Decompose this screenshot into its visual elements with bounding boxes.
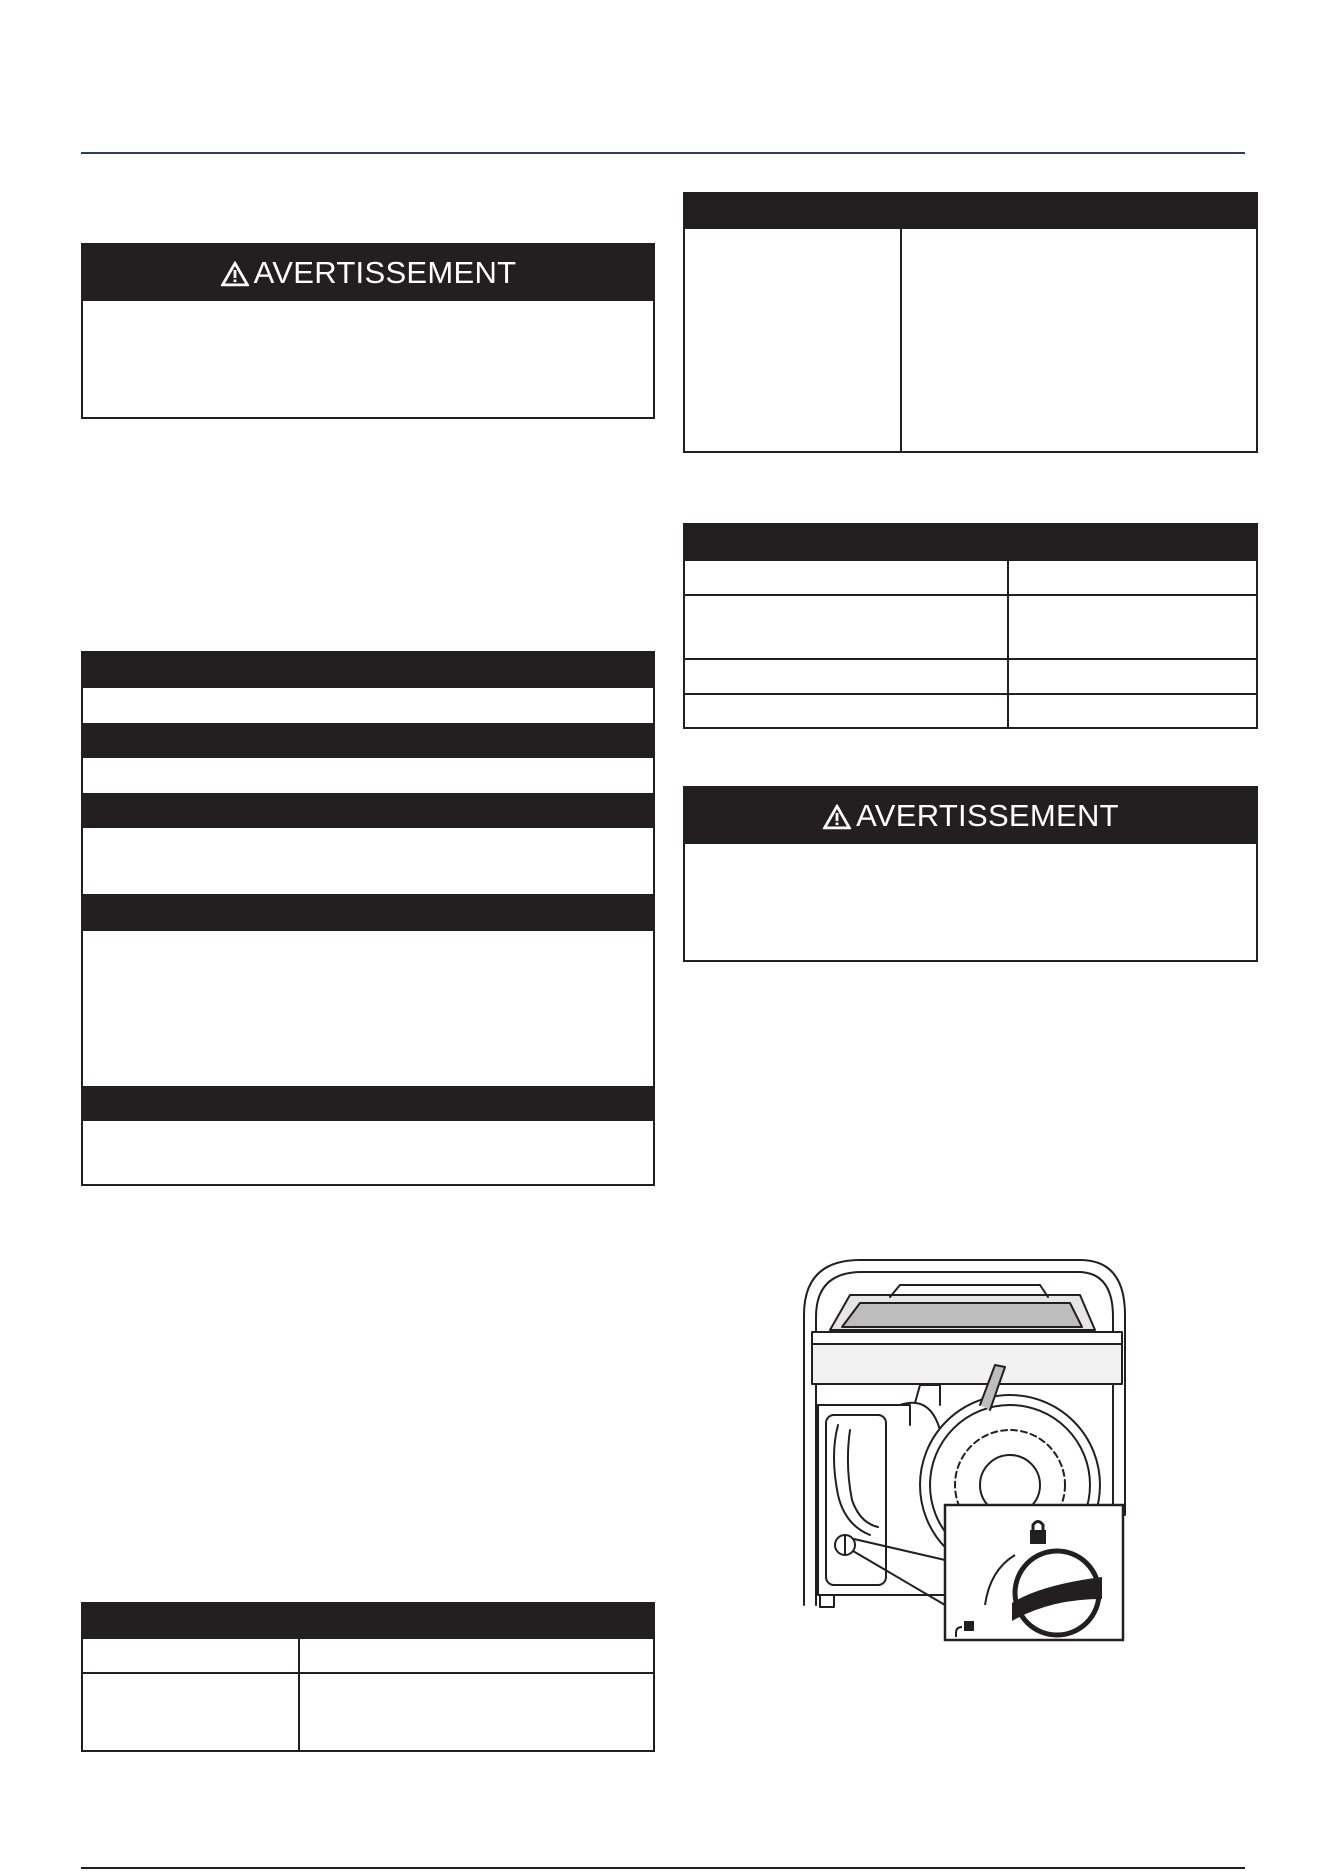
right-rows-table xyxy=(683,523,1258,729)
fuel-valve-knob-icon xyxy=(1012,1551,1102,1635)
warning-box-2 xyxy=(683,786,1258,962)
section-bar-5 xyxy=(83,1086,653,1121)
top-right-table xyxy=(683,192,1258,453)
warning-triangle-icon xyxy=(220,260,250,287)
warning-header xyxy=(685,788,1256,844)
footer-rule xyxy=(81,1867,1245,1869)
warning-header xyxy=(83,245,653,301)
column-divider xyxy=(900,229,902,451)
column-divider xyxy=(298,1639,300,1750)
row-divider xyxy=(685,658,1256,660)
column-divider xyxy=(1007,561,1009,727)
row-divider xyxy=(685,594,1256,596)
warning-heading: AVERTISSEMENT xyxy=(856,798,1119,833)
section-bar-4 xyxy=(83,894,653,931)
warning-box-1 xyxy=(81,243,655,419)
table-header-bar xyxy=(83,1604,653,1639)
sections-table xyxy=(81,651,655,1186)
row-divider xyxy=(685,693,1256,695)
section-bar-3 xyxy=(83,793,653,828)
header-rule xyxy=(81,152,1245,154)
section-bar-2 xyxy=(83,723,653,758)
table-header-bar xyxy=(685,194,1256,229)
table-header-bar xyxy=(685,525,1256,561)
section-bar-1 xyxy=(83,653,653,688)
bottom-left-table xyxy=(81,1602,655,1752)
row-divider xyxy=(83,1672,653,1674)
warning-triangle-icon xyxy=(822,803,852,830)
generator-illustration xyxy=(790,1255,1150,1645)
warning-heading: AVERTISSEMENT xyxy=(253,255,517,290)
